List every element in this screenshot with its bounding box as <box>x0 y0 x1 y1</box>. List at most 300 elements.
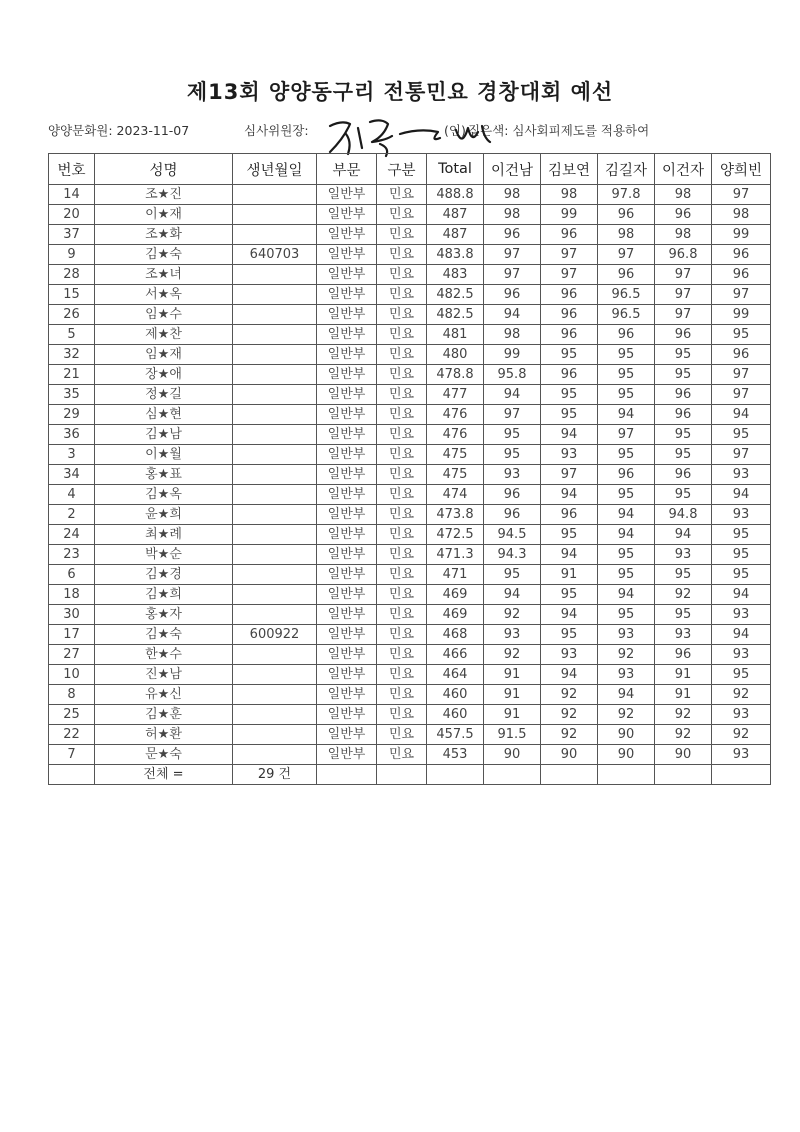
cell-name: 박★순 <box>95 545 233 565</box>
table-row <box>49 525 771 545</box>
table-row <box>49 745 771 765</box>
cell-birthdate <box>233 225 317 245</box>
cell-division: 일반부 <box>317 465 377 485</box>
cell-judge-score: 95 <box>598 445 655 465</box>
table-row <box>49 305 771 325</box>
cell-judge-score: 98 <box>712 205 771 225</box>
cell-judge-score: 93 <box>598 665 655 685</box>
cell-number: 8 <box>49 685 95 705</box>
table-row <box>49 665 771 685</box>
cell-total: 488.8 <box>427 185 484 205</box>
cell-number: 22 <box>49 725 95 745</box>
cell-judge-score: 95 <box>655 425 712 445</box>
cell-number: 7 <box>49 745 95 765</box>
cell-division: 일반부 <box>317 545 377 565</box>
cell-judge-score: 97 <box>541 245 598 265</box>
cell-judge-score: 94 <box>598 685 655 705</box>
cell-judge-score: 97 <box>712 285 771 305</box>
cell-category: 민요 <box>377 245 427 265</box>
cell-number: 17 <box>49 625 95 645</box>
cell-birthdate <box>233 745 317 765</box>
cell-name: 문★숙 <box>95 745 233 765</box>
cell-number: 15 <box>49 285 95 305</box>
cell-total: 476 <box>427 405 484 425</box>
cell-category: 민요 <box>377 585 427 605</box>
cell-judge-score: 93 <box>655 625 712 645</box>
cell-birthdate <box>233 525 317 545</box>
summary-blank <box>427 765 484 785</box>
cell-judge-score: 94 <box>712 585 771 605</box>
cell-judge-score: 95 <box>655 605 712 625</box>
table-row <box>49 585 771 605</box>
cell-judge-score: 93 <box>712 505 771 525</box>
col-header-category: 구분 <box>377 154 427 185</box>
cell-judge-score: 92 <box>541 685 598 705</box>
cell-name: 김★훈 <box>95 705 233 725</box>
cell-judge-score: 96 <box>655 325 712 345</box>
judge-label: 심사위원장: <box>244 123 309 138</box>
cell-judge-score: 93 <box>541 645 598 665</box>
cell-judge-score: 91.5 <box>484 725 541 745</box>
results-body <box>49 185 771 765</box>
cell-judge-score: 95 <box>655 365 712 385</box>
col-header-number: 번호 <box>49 154 95 185</box>
cell-total: 482.5 <box>427 285 484 305</box>
cell-judge-score: 93 <box>712 605 771 625</box>
cell-name: 임★수 <box>95 305 233 325</box>
cell-name: 정★길 <box>95 385 233 405</box>
cell-category: 민요 <box>377 345 427 365</box>
cell-judge-score: 98 <box>541 185 598 205</box>
cell-total: 453 <box>427 745 484 765</box>
table-row <box>49 365 771 385</box>
cell-division: 일반부 <box>317 265 377 285</box>
cell-judge-score: 96 <box>598 465 655 485</box>
cell-judge-score: 96 <box>598 325 655 345</box>
summary-blank <box>317 765 377 785</box>
cell-division: 일반부 <box>317 725 377 745</box>
cell-judge-score: 94 <box>541 545 598 565</box>
cell-judge-score: 96.5 <box>598 305 655 325</box>
col-header-judge-2: 김보연 <box>541 154 598 185</box>
cell-total: 487 <box>427 205 484 225</box>
cell-judge-score: 95 <box>541 405 598 425</box>
cell-judge-score: 97 <box>712 185 771 205</box>
table-row <box>49 405 771 425</box>
cell-number: 36 <box>49 425 95 445</box>
cell-judge-score: 95 <box>598 565 655 585</box>
table-row <box>49 205 771 225</box>
cell-judge-score: 93 <box>712 465 771 485</box>
cell-name: 제★찬 <box>95 325 233 345</box>
cell-total: 460 <box>427 685 484 705</box>
cell-name: 허★환 <box>95 725 233 745</box>
cell-birthdate <box>233 425 317 445</box>
cell-judge-score: 92 <box>712 725 771 745</box>
cell-number: 10 <box>49 665 95 685</box>
cell-category: 민요 <box>377 385 427 405</box>
cell-name: 김★숙 <box>95 245 233 265</box>
cell-judge-score: 96 <box>712 345 771 365</box>
cell-birthdate <box>233 305 317 325</box>
cell-judge-score: 94 <box>712 485 771 505</box>
cell-division: 일반부 <box>317 505 377 525</box>
cell-category: 민요 <box>377 205 427 225</box>
table-row <box>49 245 771 265</box>
cell-judge-score: 94 <box>598 585 655 605</box>
cell-total: 473.8 <box>427 505 484 525</box>
cell-judge-score: 95 <box>484 445 541 465</box>
cell-judge-score: 95 <box>541 385 598 405</box>
cell-judge-score: 93 <box>712 705 771 725</box>
cell-judge-score: 99 <box>541 205 598 225</box>
cell-category: 민요 <box>377 625 427 645</box>
summary-blank <box>655 765 712 785</box>
cell-judge-score: 96 <box>541 505 598 525</box>
summary-label: 전체 = <box>95 765 233 785</box>
summary-row <box>49 765 771 785</box>
cell-birthdate <box>233 685 317 705</box>
cell-judge-score: 96 <box>484 225 541 245</box>
cell-birthdate <box>233 345 317 365</box>
cell-name: 조★화 <box>95 225 233 245</box>
cell-judge-score: 94 <box>541 425 598 445</box>
cell-judge-score: 99 <box>712 225 771 245</box>
cell-birthdate <box>233 545 317 565</box>
cell-name: 조★진 <box>95 185 233 205</box>
cell-total: 483 <box>427 265 484 285</box>
summary-blank <box>712 765 771 785</box>
summary-blank <box>484 765 541 785</box>
cell-judge-score: 97 <box>484 405 541 425</box>
cell-division: 일반부 <box>317 345 377 365</box>
cell-number: 20 <box>49 205 95 225</box>
cell-name: 김★옥 <box>95 485 233 505</box>
cell-judge-score: 94 <box>598 405 655 425</box>
cell-judge-score: 96 <box>712 245 771 265</box>
cell-judge-score: 97 <box>712 365 771 385</box>
cell-name: 임★재 <box>95 345 233 365</box>
cell-number: 28 <box>49 265 95 285</box>
document-title: 제13회 양양동구리 전통민요 경창대회 예선 <box>186 80 614 104</box>
table-row <box>49 225 771 245</box>
cell-category: 민요 <box>377 505 427 525</box>
cell-birthdate <box>233 365 317 385</box>
summary-blank <box>377 765 427 785</box>
cell-judge-score: 97 <box>598 425 655 445</box>
cell-division: 일반부 <box>317 445 377 465</box>
cell-birthdate <box>233 325 317 345</box>
cell-judge-score: 96 <box>598 205 655 225</box>
cell-judge-score: 95 <box>712 425 771 445</box>
cell-judge-score: 94 <box>598 525 655 545</box>
table-row <box>49 445 771 465</box>
cell-number: 29 <box>49 405 95 425</box>
cell-judge-score: 98 <box>655 225 712 245</box>
cell-judge-score: 94 <box>712 625 771 645</box>
cell-category: 민요 <box>377 305 427 325</box>
summary-blank <box>541 765 598 785</box>
cell-category: 민요 <box>377 605 427 625</box>
cell-birthdate: 600922 <box>233 625 317 645</box>
cell-judge-score: 96 <box>484 485 541 505</box>
cell-birthdate <box>233 505 317 525</box>
cell-judge-score: 90 <box>541 745 598 765</box>
cell-name: 진★남 <box>95 665 233 685</box>
cell-number: 30 <box>49 605 95 625</box>
cell-judge-score: 97 <box>655 285 712 305</box>
cell-judge-score: 93 <box>712 745 771 765</box>
cell-category: 민요 <box>377 225 427 245</box>
cell-judge-score: 91 <box>655 685 712 705</box>
cell-birthdate <box>233 725 317 745</box>
cell-judge-score: 90 <box>598 725 655 745</box>
cell-birthdate <box>233 485 317 505</box>
cell-judge-score: 95 <box>712 525 771 545</box>
cell-name: 이★월 <box>95 445 233 465</box>
cell-judge-score: 97 <box>712 385 771 405</box>
cell-judge-score: 98 <box>484 205 541 225</box>
cell-judge-score: 92 <box>541 725 598 745</box>
cell-category: 민요 <box>377 565 427 585</box>
cell-category: 민요 <box>377 325 427 345</box>
cell-category: 민요 <box>377 665 427 685</box>
table-row <box>49 485 771 505</box>
table-row <box>49 705 771 725</box>
cell-birthdate <box>233 605 317 625</box>
table-row <box>49 645 771 665</box>
cell-judge-score: 95 <box>598 365 655 385</box>
cell-birthdate <box>233 645 317 665</box>
table-row <box>49 625 771 645</box>
cell-number: 32 <box>49 345 95 365</box>
cell-judge-score: 97 <box>541 465 598 485</box>
cell-judge-score: 93 <box>598 625 655 645</box>
cell-total: 474 <box>427 485 484 505</box>
cell-number: 35 <box>49 385 95 405</box>
cell-division: 일반부 <box>317 425 377 445</box>
cell-division: 일반부 <box>317 325 377 345</box>
cell-division: 일반부 <box>317 685 377 705</box>
cell-judge-score: 96.5 <box>598 285 655 305</box>
cell-judge-score: 94 <box>541 665 598 685</box>
cell-number: 27 <box>49 645 95 665</box>
cell-category: 민요 <box>377 685 427 705</box>
table-row <box>49 285 771 305</box>
cell-division: 일반부 <box>317 405 377 425</box>
cell-number: 2 <box>49 505 95 525</box>
cell-name: 장★애 <box>95 365 233 385</box>
seal-mark: (인) <box>444 123 466 138</box>
cell-judge-score: 96 <box>541 225 598 245</box>
col-header-judge-3: 김길자 <box>598 154 655 185</box>
cell-division: 일반부 <box>317 385 377 405</box>
cell-judge-score: 90 <box>655 745 712 765</box>
cell-judge-score: 91 <box>655 665 712 685</box>
cell-total: 472.5 <box>427 525 484 545</box>
cell-judge-score: 97 <box>712 445 771 465</box>
cell-birthdate <box>233 205 317 225</box>
cell-judge-score: 92 <box>484 605 541 625</box>
table-row <box>49 425 771 445</box>
cell-division: 일반부 <box>317 185 377 205</box>
cell-judge-score: 97 <box>655 305 712 325</box>
cell-division: 일반부 <box>317 645 377 665</box>
cell-birthdate <box>233 565 317 585</box>
cell-judge-score: 95 <box>484 565 541 585</box>
cell-total: 471.3 <box>427 545 484 565</box>
cell-judge-score: 92 <box>712 685 771 705</box>
cell-birthdate <box>233 185 317 205</box>
cell-judge-score: 98 <box>655 185 712 205</box>
cell-category: 민요 <box>377 265 427 285</box>
cell-total: 482.5 <box>427 305 484 325</box>
cell-judge-score: 96 <box>541 305 598 325</box>
cell-judge-score: 95 <box>655 445 712 465</box>
cell-category: 민요 <box>377 745 427 765</box>
cell-judge-score: 97 <box>655 265 712 285</box>
cell-division: 일반부 <box>317 305 377 325</box>
cell-division: 일반부 <box>317 485 377 505</box>
cell-division: 일반부 <box>317 525 377 545</box>
cell-division: 일반부 <box>317 565 377 585</box>
cell-birthdate: 640703 <box>233 245 317 265</box>
cell-number: 4 <box>49 485 95 505</box>
cell-name: 김★남 <box>95 425 233 445</box>
cell-judge-score: 95 <box>712 665 771 685</box>
cell-number: 9 <box>49 245 95 265</box>
cell-judge-score: 95 <box>598 385 655 405</box>
cell-total: 475 <box>427 465 484 485</box>
cell-birthdate <box>233 585 317 605</box>
cell-name: 유★신 <box>95 685 233 705</box>
cell-judge-score: 91 <box>484 665 541 685</box>
cell-division: 일반부 <box>317 585 377 605</box>
cell-category: 민요 <box>377 285 427 305</box>
table-header-row <box>49 154 771 185</box>
cell-division: 일반부 <box>317 285 377 305</box>
cell-category: 민요 <box>377 465 427 485</box>
cell-total: 481 <box>427 325 484 345</box>
cell-judge-score: 96.8 <box>655 245 712 265</box>
cell-division: 일반부 <box>317 605 377 625</box>
cell-number: 34 <box>49 465 95 485</box>
cell-judge-score: 97 <box>598 245 655 265</box>
cell-name: 서★옥 <box>95 285 233 305</box>
summary-blank <box>49 765 95 785</box>
cell-judge-score: 95 <box>541 525 598 545</box>
cell-judge-score: 93 <box>655 545 712 565</box>
cell-judge-score: 90 <box>598 745 655 765</box>
cell-name: 심★현 <box>95 405 233 425</box>
cell-division: 일반부 <box>317 705 377 725</box>
table-row <box>49 465 771 485</box>
cell-judge-score: 95 <box>712 325 771 345</box>
cell-total: 469 <box>427 585 484 605</box>
cell-total: 457.5 <box>427 725 484 745</box>
table-row <box>49 685 771 705</box>
table-row <box>49 185 771 205</box>
cell-judge-score: 96 <box>541 365 598 385</box>
cell-name: 김★숙 <box>95 625 233 645</box>
cell-total: 464 <box>427 665 484 685</box>
table-row <box>49 325 771 345</box>
cell-judge-score: 95 <box>598 545 655 565</box>
cell-judge-score: 92 <box>541 705 598 725</box>
cell-judge-score: 92 <box>598 645 655 665</box>
cell-judge-score: 95 <box>541 625 598 645</box>
cell-judge-score: 97 <box>484 265 541 285</box>
cell-judge-score: 96 <box>655 465 712 485</box>
cell-judge-score: 94 <box>484 385 541 405</box>
cell-judge-score: 98 <box>484 325 541 345</box>
cell-judge-score: 90 <box>484 745 541 765</box>
col-header-birthdate: 생년월일 <box>233 154 317 185</box>
cell-judge-score: 96 <box>484 285 541 305</box>
table-row <box>49 565 771 585</box>
cell-name: 조★녀 <box>95 265 233 285</box>
cell-judge-score: 95 <box>541 345 598 365</box>
cell-division: 일반부 <box>317 625 377 645</box>
cell-name: 홍★자 <box>95 605 233 625</box>
cell-name: 김★경 <box>95 565 233 585</box>
cell-judge-score: 92 <box>484 645 541 665</box>
col-header-judge-1: 이건남 <box>484 154 541 185</box>
cell-division: 일반부 <box>317 365 377 385</box>
cell-judge-score: 96 <box>655 385 712 405</box>
summary-count: 29 건 <box>233 765 317 785</box>
cell-judge-score: 94 <box>541 605 598 625</box>
cell-judge-score: 96 <box>541 325 598 345</box>
table-row <box>49 345 771 365</box>
cell-judge-score: 98 <box>484 185 541 205</box>
cell-category: 민요 <box>377 645 427 665</box>
cell-judge-score: 92 <box>655 725 712 745</box>
cell-total: 487 <box>427 225 484 245</box>
cell-judge-score: 94 <box>712 405 771 425</box>
cell-judge-score: 94 <box>541 485 598 505</box>
cell-judge-score: 95 <box>598 345 655 365</box>
col-header-judge-5: 양희빈 <box>712 154 771 185</box>
cell-judge-score: 95 <box>484 425 541 445</box>
col-header-judge-4: 이건자 <box>655 154 712 185</box>
cell-judge-score: 97 <box>541 265 598 285</box>
cell-name: 김★희 <box>95 585 233 605</box>
cell-number: 23 <box>49 545 95 565</box>
cell-name: 최★례 <box>95 525 233 545</box>
cell-judge-score: 95.8 <box>484 365 541 385</box>
cell-birthdate <box>233 445 317 465</box>
cell-total: 468 <box>427 625 484 645</box>
cell-total: 471 <box>427 565 484 585</box>
cell-judge-score: 95 <box>598 485 655 505</box>
cell-judge-score: 93 <box>484 625 541 645</box>
cell-judge-score: 94 <box>484 585 541 605</box>
cell-judge-score: 94.8 <box>655 505 712 525</box>
cell-name: 이★재 <box>95 205 233 225</box>
cell-judge-score: 92 <box>598 705 655 725</box>
cell-judge-score: 96 <box>598 265 655 285</box>
cell-category: 민요 <box>377 445 427 465</box>
cell-judge-score: 93 <box>484 465 541 485</box>
organization-date: 양양문화원: 2023-11-07 <box>48 123 190 138</box>
cell-judge-score: 95 <box>541 585 598 605</box>
legend-note: 짙은색: 심사회피제도를 적용하여 <box>468 123 650 138</box>
cell-birthdate <box>233 285 317 305</box>
cell-judge-score: 95 <box>598 605 655 625</box>
cell-total: 466 <box>427 645 484 665</box>
table-row <box>49 385 771 405</box>
